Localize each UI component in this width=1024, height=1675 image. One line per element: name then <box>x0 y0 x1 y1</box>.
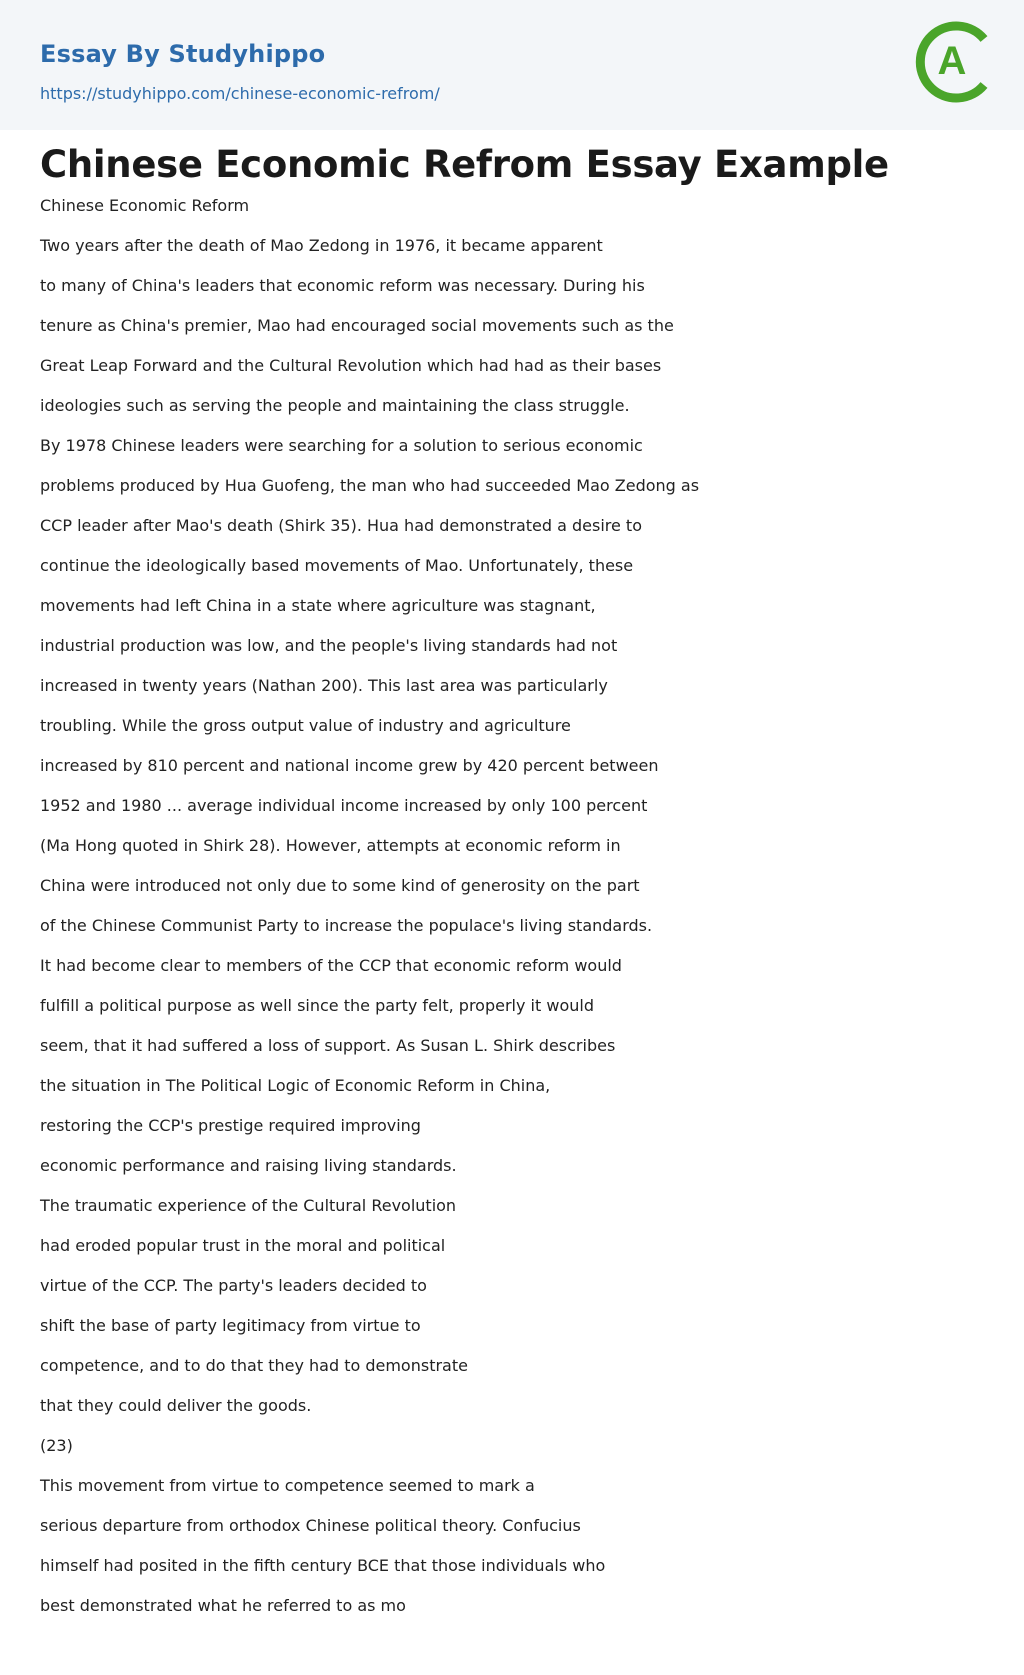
essay-line: (23) <box>40 1436 73 1455</box>
essay-line: serious departure from orthodox Chinese political theory. Confucius <box>40 1516 581 1535</box>
essay-line: seem, that it had suffered a loss of support. As Susan L. Shirk describes <box>40 1036 616 1055</box>
source-url-link[interactable]: https://studyhippo.com/chinese-economic-refrom/ <box>40 84 440 103</box>
essay-line: By 1978 Chinese leaders were searching for a solution to serious economic <box>40 436 643 455</box>
essay-line: to many of China's leaders that economic reform was necessary. During his <box>40 276 645 295</box>
essay-line: It had become clear to members of the CCP that economic reform would <box>40 956 622 975</box>
essay-line: restoring the CCP's prestige required improving <box>40 1116 421 1135</box>
essay-line: the situation in The Political Logic of Economic Reform in China, <box>40 1076 551 1095</box>
essay-line: The traumatic experience of the Cultural Revolution <box>40 1196 457 1215</box>
essay-line: best demonstrated what he referred to as mo <box>40 1596 406 1615</box>
logo-letter: A <box>937 39 967 83</box>
essay-line: tenure as China's premier, Mao had encouraged social movements such as the <box>40 316 674 335</box>
essay-line: This movement from virtue to competence seemed to mark a <box>40 1476 535 1495</box>
essay-line: shift the base of party legitimacy from virtue to <box>40 1316 421 1335</box>
essay-line: CCP leader after Mao's death (Shirk 35). Hua had demonstrated a desire to <box>40 516 642 535</box>
essay-line: increased in twenty years (Nathan 200). This last area was particularly <box>40 676 608 695</box>
essay-line: troubling. While the gross output value of industry and agriculture <box>40 716 571 735</box>
essay-line: fulfill a political purpose as well since the party felt, properly it would <box>40 996 594 1015</box>
essay-line: 1952 and 1980 ... average individual income increased by only 100 percent <box>40 796 648 815</box>
site-header <box>0 0 1024 130</box>
essay-line: that they could deliver the goods. <box>40 1396 312 1415</box>
essay-line: Great Leap Forward and the Cultural Revolution which had had as their bases <box>40 356 662 375</box>
essay-body <box>40 236 940 1636</box>
page-title: Chinese Economic Refrom Essay Example <box>40 143 889 186</box>
essay-line: had eroded popular trust in the moral and political <box>40 1236 446 1255</box>
essay-line: Two years after the death of Mao Zedong in 1976, it became apparent <box>40 236 603 255</box>
essay-line: problems produced by Hua Guofeng, the man who had succeeded Mao Zedong as <box>40 476 700 495</box>
essay-line: (Ma Hong quoted in Shirk 28). However, attempts at economic reform in <box>40 836 621 855</box>
essay-line: economic performance and raising living standards. <box>40 1156 457 1175</box>
essay-line: ideologies such as serving the people and maintaining the class struggle. <box>40 396 630 415</box>
essay-line: movements had left China in a state where agriculture was stagnant, <box>40 596 596 615</box>
brand-title[interactable]: Essay By Studyhippo <box>40 40 326 68</box>
essay-line: himself had posited in the fifth century BCE that those individuals who <box>40 1556 606 1575</box>
essay-line: virtue of the CCP. The party's leaders decided to <box>40 1276 427 1295</box>
essay-line: China were introduced not only due to some kind of generosity on the part <box>40 876 640 895</box>
essay-subtitle: Chinese Economic Reform <box>40 196 250 215</box>
essay-line: industrial production was low, and the people's living standards had not <box>40 636 618 655</box>
essay-line: continue the ideologically based movements of Mao. Unfortunately, these <box>40 556 634 575</box>
essay-line: increased by 810 percent and national income grew by 420 percent between <box>40 756 659 775</box>
essay-line: competence, and to do that they had to demonstrate <box>40 1356 468 1375</box>
studyhippo-logo-icon[interactable] <box>912 18 1000 106</box>
essay-line: of the Chinese Communist Party to increase the populace's living standards. <box>40 916 653 935</box>
